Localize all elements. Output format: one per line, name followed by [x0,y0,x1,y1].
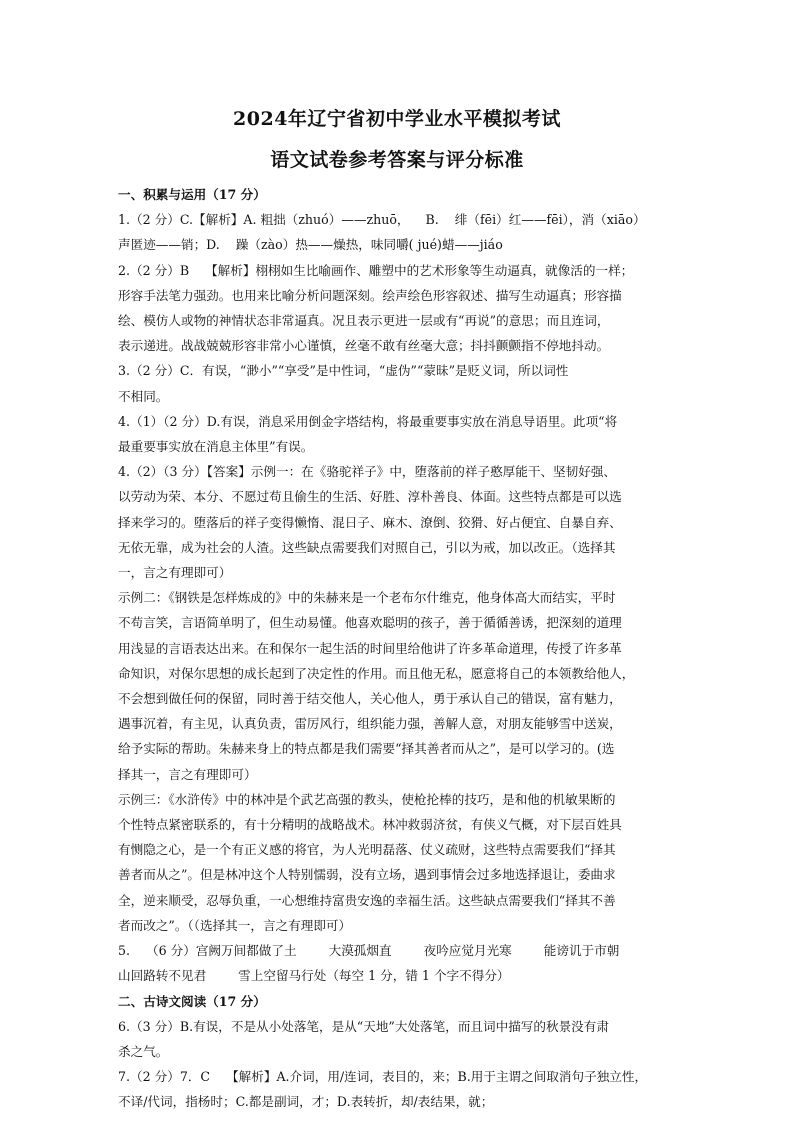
text-line: 最重要事实放在消息主体里”有误。 [118,439,314,455]
text-line: 示例二：《钢铁是怎样炼成的》中的朱赫来是一个老布尔什维克，他身体高大而结实，平时 [118,590,616,606]
text-line: 不会想到做任何的保留，同时善于结交他人，关心他人，勇于承认自己的错误，富有魅力， [118,691,622,707]
section-heading: 一、积累与运用（17 分） [118,187,266,202]
text-line: 给予实际的帮助。朱赫来身上的特点都是我们需要“择其善者而从之”，是可以学习的。(选 [118,741,615,757]
text-line: 7.（2 分）7．C 【解析】A.介词，用/连词，表目的，来；B.用于主谓之间取消句子独立性， [118,1069,648,1085]
text-line: 遇事沉着，有主见，认真负责，雷厉风行，组织能力强，善解人意，对朋友能够雪中送炭， [118,716,622,732]
text-line: 个性特点紧密联系的，有十分精明的战略战术。林冲救弱济贫，有侠义气概，对下层百姓具 [118,817,622,833]
text-line: 不译/代词，指杨时；C.都是副词，才；D.表转折，却/表结果，就； [118,1094,494,1110]
document-subtitle: 语文试卷参考答案与评分标准 [270,149,524,171]
text-line: 杀之气。 [118,1043,169,1059]
text-line: 表示递进。战战兢兢形容非常小心谨慎，丝毫不敢有丝毫大意；抖抖颤颤指不停地抖动。 [118,338,610,354]
text-line: 用浅显的言语表达出来。在和保尔一起生活的时间里给他讲了许多革命道理，传授了许多革 [118,640,622,656]
text-line: 不苟言笑，言语简单明了，但生动易懂。他喜欢聪明的孩子，善于循循善诱，把深刻的道理 [118,615,622,631]
text-line: 绘、模仿人或物的神情状态非常逼真。况且表示更进一层或有“再说”的意思；而且连词， [118,313,610,329]
text-line: 择其一，言之有理即可） [118,766,257,782]
text-line: 2.（2 分）B 【解析】栩栩如生比喻画作、雕塑中的艺术形象等生动逼真，就像活的一样； [118,262,634,278]
document-body [118,182,678,1115]
document-title: 2024年辽宁省初中学业水平模拟考试 [233,108,561,130]
text-line: 声匿迹——销；D. 躁（zào）热——燥热，味同嚼( jué)蜡——jiáo [118,237,503,253]
text-line: 5. （6 分）宫阙万间都做了土 大漠孤烟直 夜吟应觉月光寒 能谤讥于市朝 [118,943,620,959]
text-line: 命知识，对保尔思想的成长起到了决定性的作用。而且他无私，愿意将自己的本领教给他人， [118,665,635,681]
text-line: 择来学习的。堕落后的祥子变得懒惰、混日子、麻木、潦倒、狡猾、好占便宜、自暴自弃、 [118,514,622,530]
text-line: 以劳动为荣、本分、不愿过苟且偷生的生活、好胜、淳朴善良、体面。这些特点都是可以选 [118,489,622,505]
text-line: 6.（3 分）B.有误，不是从小处落笔，是从“天地”大处落笔，而且词中描写的秋景没有肃 [118,1018,609,1034]
section-heading: 二、古诗文阅读（17 分） [118,993,266,1009]
text-line: 有恻隐之心，是一个有正义感的将官，为人光明磊落、仗义疏财，这些特点需要我们“择其 [118,842,616,858]
text-line: 4.（2）（3 分）【答案】示例一：在《骆驼祥子》中，堕落前的祥子憨厚能干、坚韧好强、 [118,464,617,480]
text-line: 全，逆来顺受，忍辱负重，一心想维持富贵安逸的幸福生活。这些缺点需要我们“择其不善 [118,892,616,908]
text-line: 无依无靠，成为社会的人渣。这些缺点需要我们对照自己，引以为戒，加以改正。（选择其 [118,539,616,555]
text-line: 不相同。 [118,388,169,404]
text-line: 者而改之”。（（选择其一，言之有理即可） [118,917,352,933]
text-line: 1.（2 分）C.【解析】A. 粗拙（zhuó）——zhuō， B. 绯（fēi）红——fēi），消（xiāo） [118,212,646,228]
text-line: 形容手法笔力强劲。也用来比喻分析问题深刻。绘声绘色形容叙述、描写生动逼真；形容描 [118,287,622,303]
text-line: 善者而从之”。但是林冲这个人特别懦弱，没有立场，遇到事情会过多地选择退让，委曲求 [118,867,616,883]
text-line: 4.（1）（2 分）D.有误，消息采用倒金字塔结构，将最重要事实放在消息导语里。此项“将 [118,413,618,429]
text-line: 一，言之有理即可） [118,565,232,581]
text-line: 山回路转不见君 雪上空留马行处（每空 1 分，错 1 个字不得分） [118,968,510,984]
text-line: 示例三：《水浒传》中的林冲是个武艺高强的教头，使枪抡棒的技巧，是和他的机敏果断的 [118,791,616,807]
text-line: 3.（2 分）C．有误，“渺小”“享受”是中性词，“虚伪”“蒙昧”是贬义词，所以词性 [118,363,569,379]
